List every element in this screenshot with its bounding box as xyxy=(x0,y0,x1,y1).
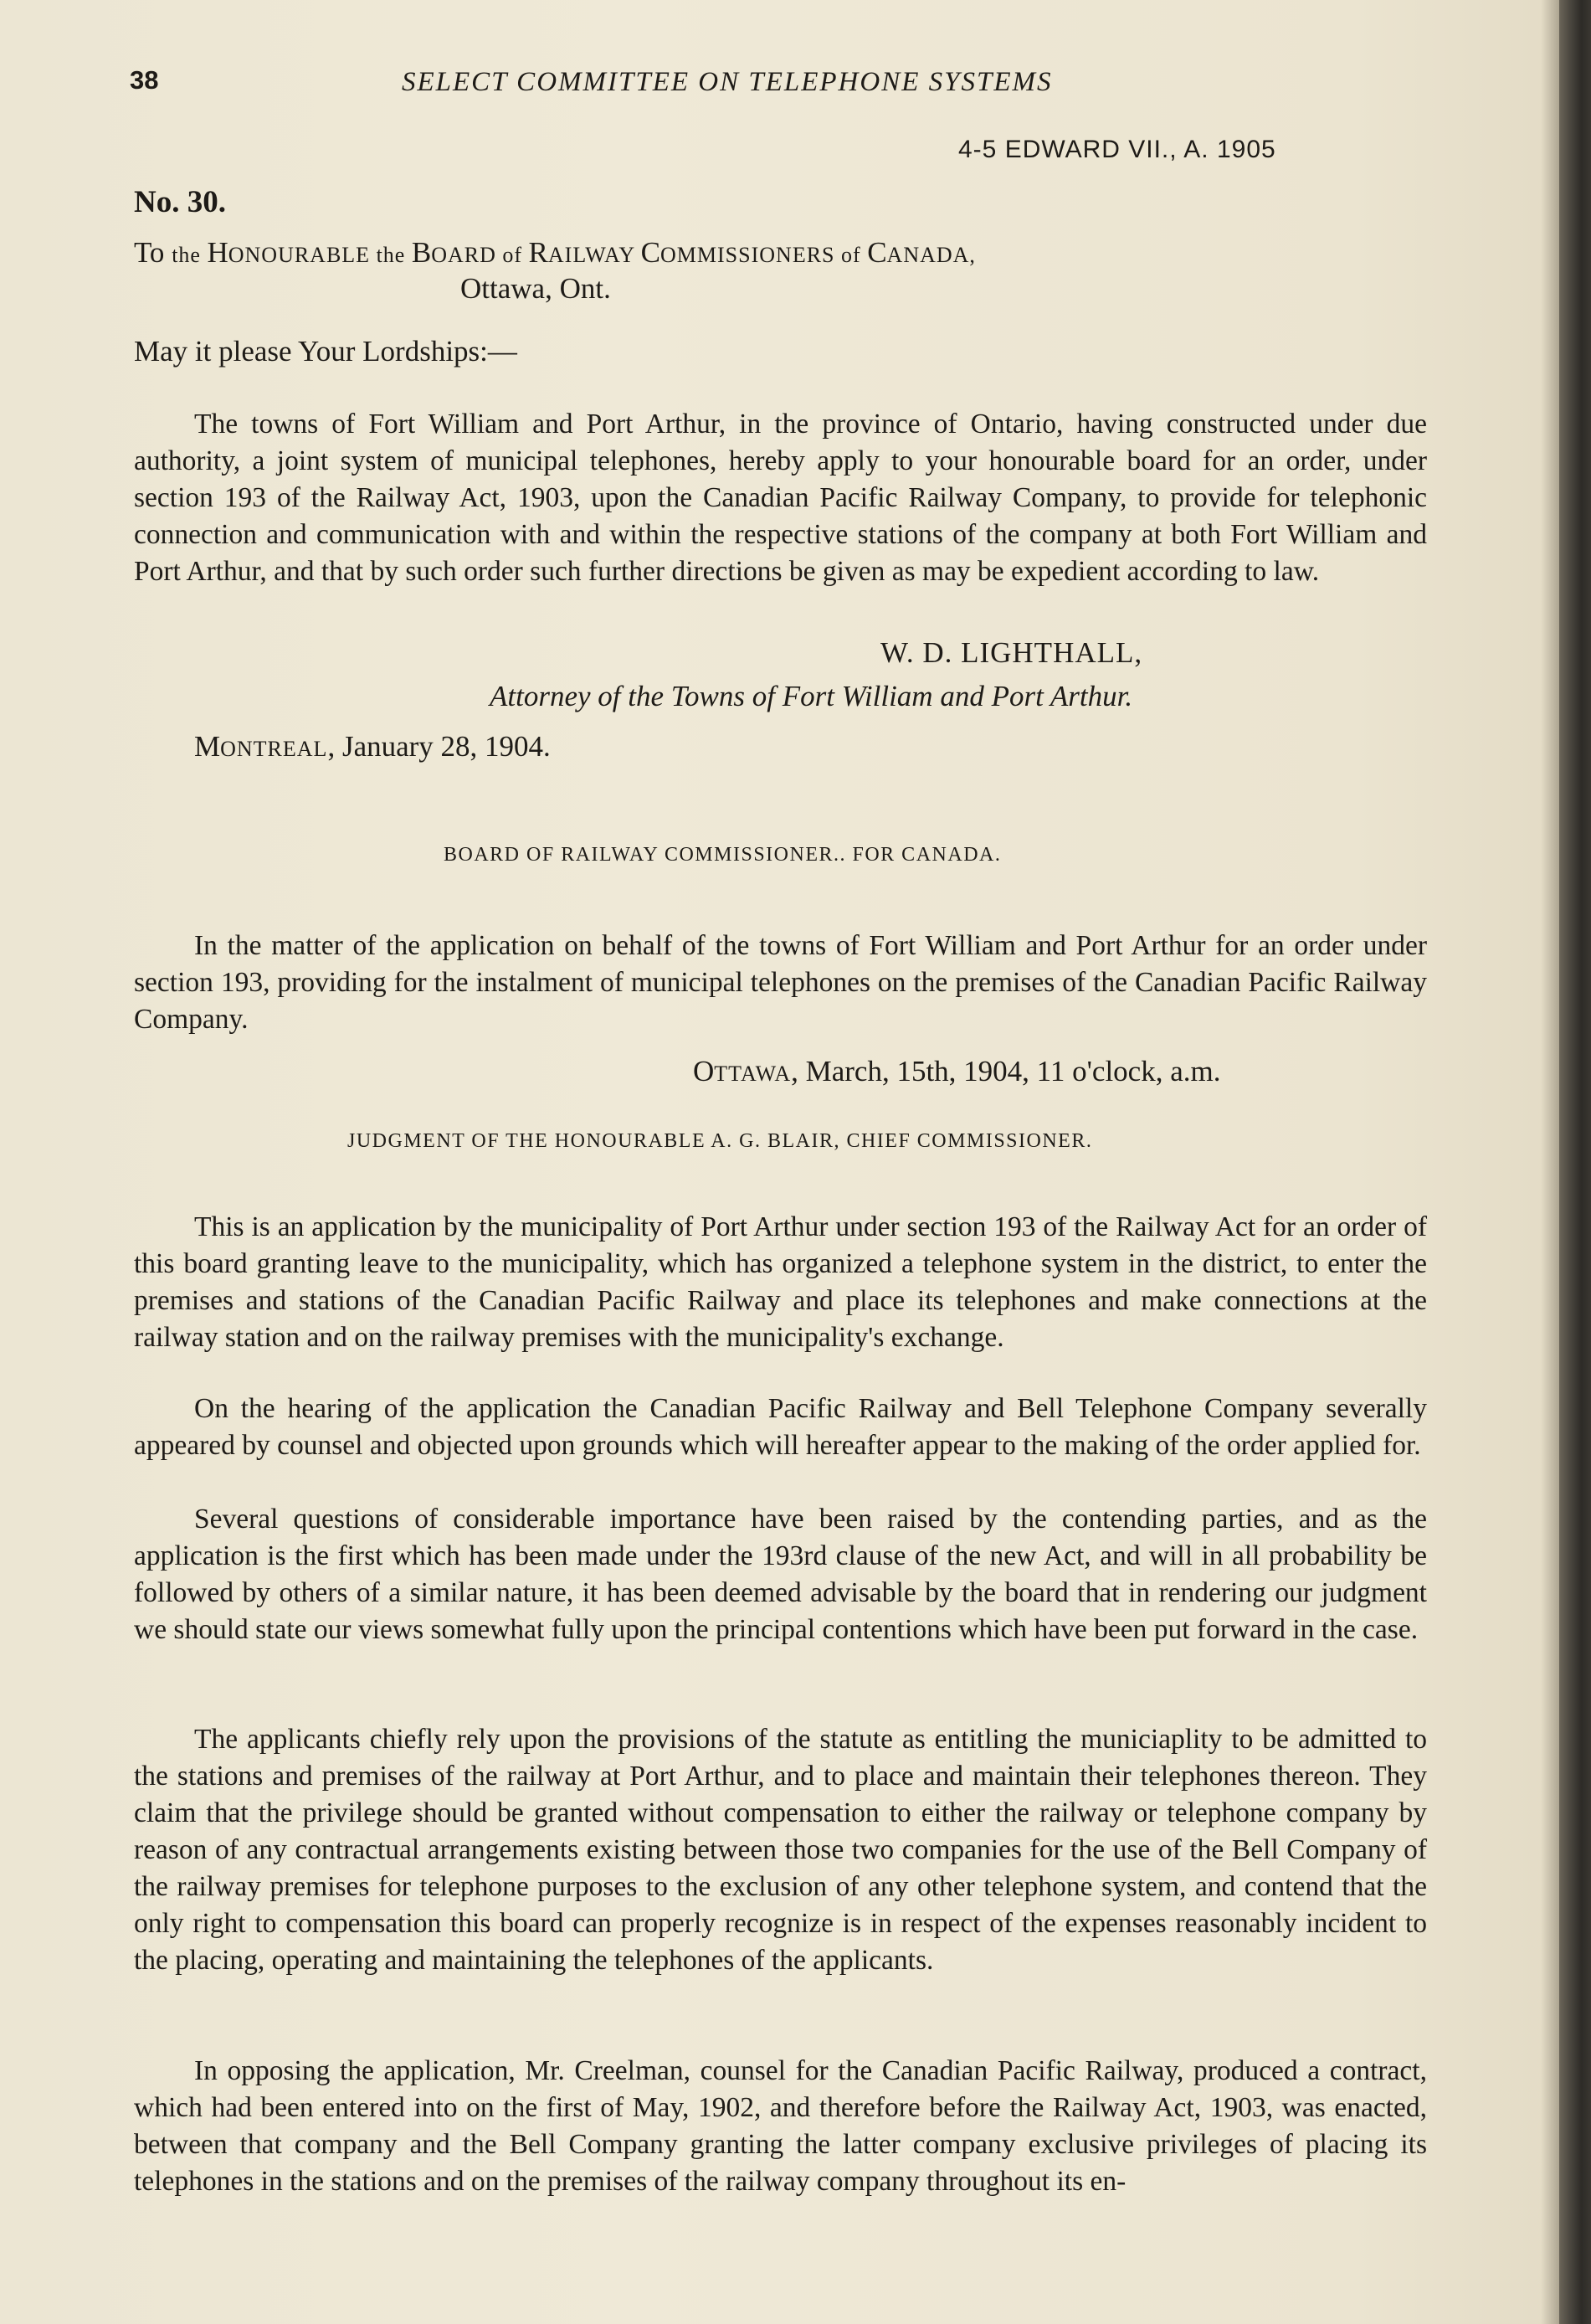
book-spine xyxy=(1559,0,1591,2324)
address-honourable-initial: H xyxy=(207,236,228,269)
address-honourable: ONOURABLE xyxy=(228,243,377,267)
signatory-name: W. D. LIGHTHALL, xyxy=(880,636,1143,669)
address-commissioners-initial: C xyxy=(640,236,661,269)
place-initial: M xyxy=(194,730,221,763)
address-canada-initial: C xyxy=(867,236,887,269)
judgment-paragraph: This is an application by the municipality of Port Arthur under section 193 of the Railway Act for an order of this board granting leave to the municipality, which has organized a telephone system in the district, to enter the premises and stations of the Canadian Pacific Railway and place its telephones and make connections at the railway station and on the railway premises with the municipality's exchange. xyxy=(134,1211,1427,1353)
judgment-heading: JUDGMENT OF THE HONOURABLE A. G. BLAIR, CHIEF COMMISSIONER. xyxy=(347,1130,1093,1152)
address-board: OARD xyxy=(431,243,503,267)
board-heading: BOARD OF RAILWAY COMMISSIONER.. FOR CANADA. xyxy=(444,844,1002,866)
place-name: ONTREAL xyxy=(220,737,328,761)
address-commissioners: OMMISSIONERS xyxy=(660,243,842,267)
dateline-place-initial: O xyxy=(693,1055,715,1087)
judgment-paragraph: The applicants chiefly rely upon the provisions of the statute as entitling the municiaplity to be admitted to the stations and premises of the railway at Port Arthur, and to place and maintain their telephones thereon. They claim that the privilege should be granted without compensation to either the railway or telephone company by reason of any contractual arrangements existing between those two companies for the use of the Bell Company of the railway premises for telephone purposes to the exclusion of any other telephone system, and contend that the only right to compensation this board can properly recognize is in respect of the expenses reasonably incident to the placing, operating and maintaining the telephones of the applicants. xyxy=(134,1723,1427,1976)
page-number: 38 xyxy=(130,65,159,95)
address-railway-initial: R xyxy=(528,236,548,269)
judgment-paragraph: In opposing the application, Mr. Creelman, counsel for the Canadian Pacific Railway, produced a contract, which had been entered into on the first of May, 1902, and therefore before the Railway Act, 1903, was enacted, between that company and the Bell Company granting the latter company exclusive privileges of placing its telephones in the stations and on the premises of the railway company throughout its en- xyxy=(134,2054,1427,2197)
place-date xyxy=(194,730,551,764)
address-the-1: the xyxy=(172,243,208,267)
address-of-2: of xyxy=(841,243,868,267)
address-of-1: of xyxy=(502,243,529,267)
signature-date: , January 28, 1904. xyxy=(327,730,551,763)
address-to: To xyxy=(134,236,172,269)
running-head: SELECT COMMITTEE ON TELEPHONE SYSTEMS xyxy=(402,67,1053,97)
page-gutter-shadow xyxy=(1541,0,1559,2324)
address-the-2: the xyxy=(376,243,412,267)
address-railway: AILWAY xyxy=(547,243,641,267)
salutation: May it please Your Lordships:— xyxy=(134,335,517,368)
petition-paragraph: The towns of Fort William and Port Arthur, in the province of Ontario, having constructed under due authority, a joint system of municipal telephones, hereby apply to your honourable board for an order, under section 193 of the Railway Act, 1903, upon the Canadian Pacific Railway Company, to provide for telephonic connection and communication with and within the respective stations of the company at both Fort William and Port Arthur, and that by such order such further directions be given as may be expedient according to law. xyxy=(134,408,1427,587)
address-line-2: Ottawa, Ont. xyxy=(460,272,611,305)
signatory-title: Attorney of the Towns of Fort William and Port Arthur. xyxy=(490,680,1133,712)
address-canada: ANADA, xyxy=(886,243,976,267)
dateline xyxy=(693,1055,1220,1088)
judgment-paragraph: Several questions of considerable importance have been raised by the contending parties, and as the application is the first which has been made under the 193rd clause of the new Act, and will in all probability be followed by others of a similar nature, it has been deemed advisable by the board that in rendering our judgment we should state our views somewhat fully upon the principal contentions which have been put forward in the case. xyxy=(134,1503,1427,1645)
matter-paragraph: In the matter of the application on behalf of the towns of Fort William and Port Arthur for an order under section 193, providing for the instalment of municipal telephones on the premises of the Canadian Pacific Railway Company. xyxy=(134,929,1427,1035)
judgment-paragraph: On the hearing of the application the Canadian Pacific Railway and Bell Telephone Company severally appeared by counsel and objected upon grounds which will hereafter appear to the making of the order applied for. xyxy=(134,1392,1427,1461)
dateline-rest: , March, 15th, 1904, 11 o'clock, a.m. xyxy=(791,1055,1221,1087)
dateline-place: TTAWA xyxy=(714,1062,792,1086)
address-line-1 xyxy=(134,236,976,270)
session-label: 4-5 EDWARD VII., A. 1905 xyxy=(958,136,1276,163)
document-number: No. 30. xyxy=(134,185,226,219)
address-board-initial: B xyxy=(411,236,432,269)
